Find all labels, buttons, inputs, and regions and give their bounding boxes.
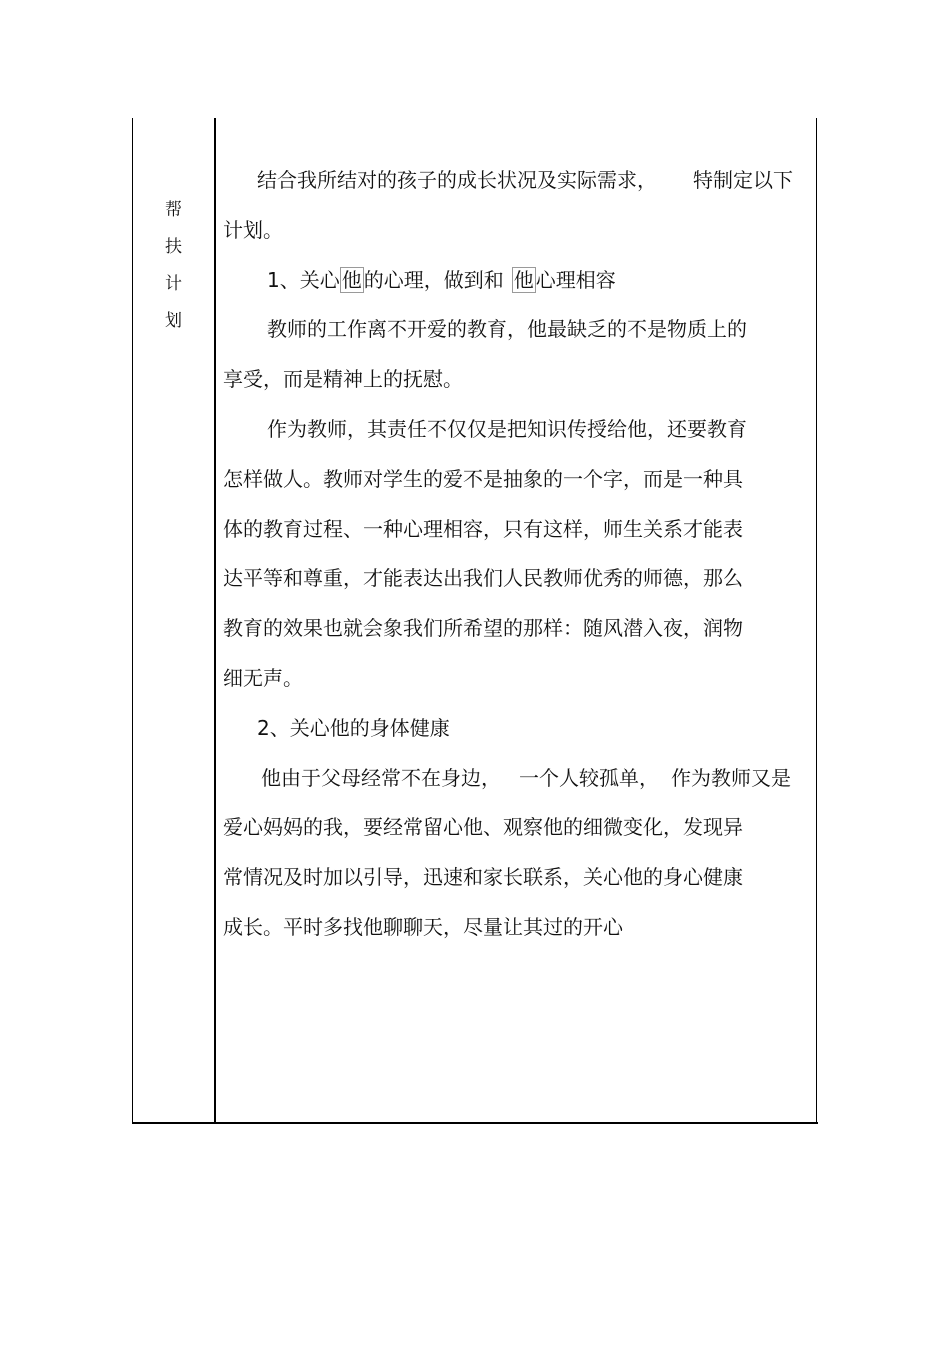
text-segment: 特制定以下 xyxy=(693,168,793,192)
heading-text: 1、关心 xyxy=(267,267,340,292)
heading-text: 的心理，做到和 xyxy=(363,267,504,292)
text-segment: 他由于父母经常不在身边， xyxy=(261,765,501,790)
table-border-right xyxy=(816,118,817,1124)
text-line: 教育的效果也就会象我们所希望的那样：随风潜入夜，润物 xyxy=(223,616,743,641)
text-line: 常情况及时加以引导，迅速和家长联系，关心他的身心健康 xyxy=(223,865,743,890)
text-line: 体的教育过程、一种心理相容，只有这样，师生关系才能表 xyxy=(223,516,743,541)
text-line: 享受，而是精神上的抚慰。 xyxy=(223,367,463,392)
highlight-box: 他 xyxy=(513,267,534,292)
text-line: 细无声。 xyxy=(223,665,303,690)
label-char: 划 xyxy=(165,311,182,331)
section-heading-2: 2、关心他的身体健康 xyxy=(257,715,450,740)
section-heading-1 xyxy=(223,256,808,306)
text-line: 爱心妈妈的我，要经常留心他、观察他的细微变化，发现异 xyxy=(223,815,743,840)
text-segment: 作为教师又是 xyxy=(671,765,791,790)
label-char: 帮 xyxy=(165,200,182,220)
highlight-box: 他 xyxy=(341,267,362,292)
text-line: 作为教师，其责任不仅仅是把知识传授给他，还要教育 xyxy=(267,416,747,441)
text-line: 怎样做人。教师对学生的爱不是抽象的一个字，而是一种具 xyxy=(223,466,743,491)
text-line xyxy=(223,156,808,206)
text-line xyxy=(223,754,808,804)
plan-content xyxy=(223,156,808,953)
text-line: 计划。 xyxy=(223,217,283,242)
table-border-bottom xyxy=(132,1122,818,1124)
label-char: 计 xyxy=(165,274,182,294)
text-segment: 结合我所结对的孩子的成长状况及实际需求， xyxy=(257,168,657,192)
row-label-help-plan xyxy=(133,192,214,340)
text-segment: 一个人较孤单， xyxy=(519,765,659,790)
text-line: 达平等和尊重，才能表达出我们人民教师优秀的师德，那么 xyxy=(223,566,743,591)
heading-text: 心理相容 xyxy=(535,267,616,292)
text-line: 成长。平时多找他聊聊天，尽量让其过的开心 xyxy=(223,914,623,939)
label-char: 扶 xyxy=(165,237,182,257)
table-border-divider xyxy=(214,118,216,1124)
text-line: 教师的工作离不开爱的教育，他最缺乏的不是物质上的 xyxy=(267,317,747,342)
